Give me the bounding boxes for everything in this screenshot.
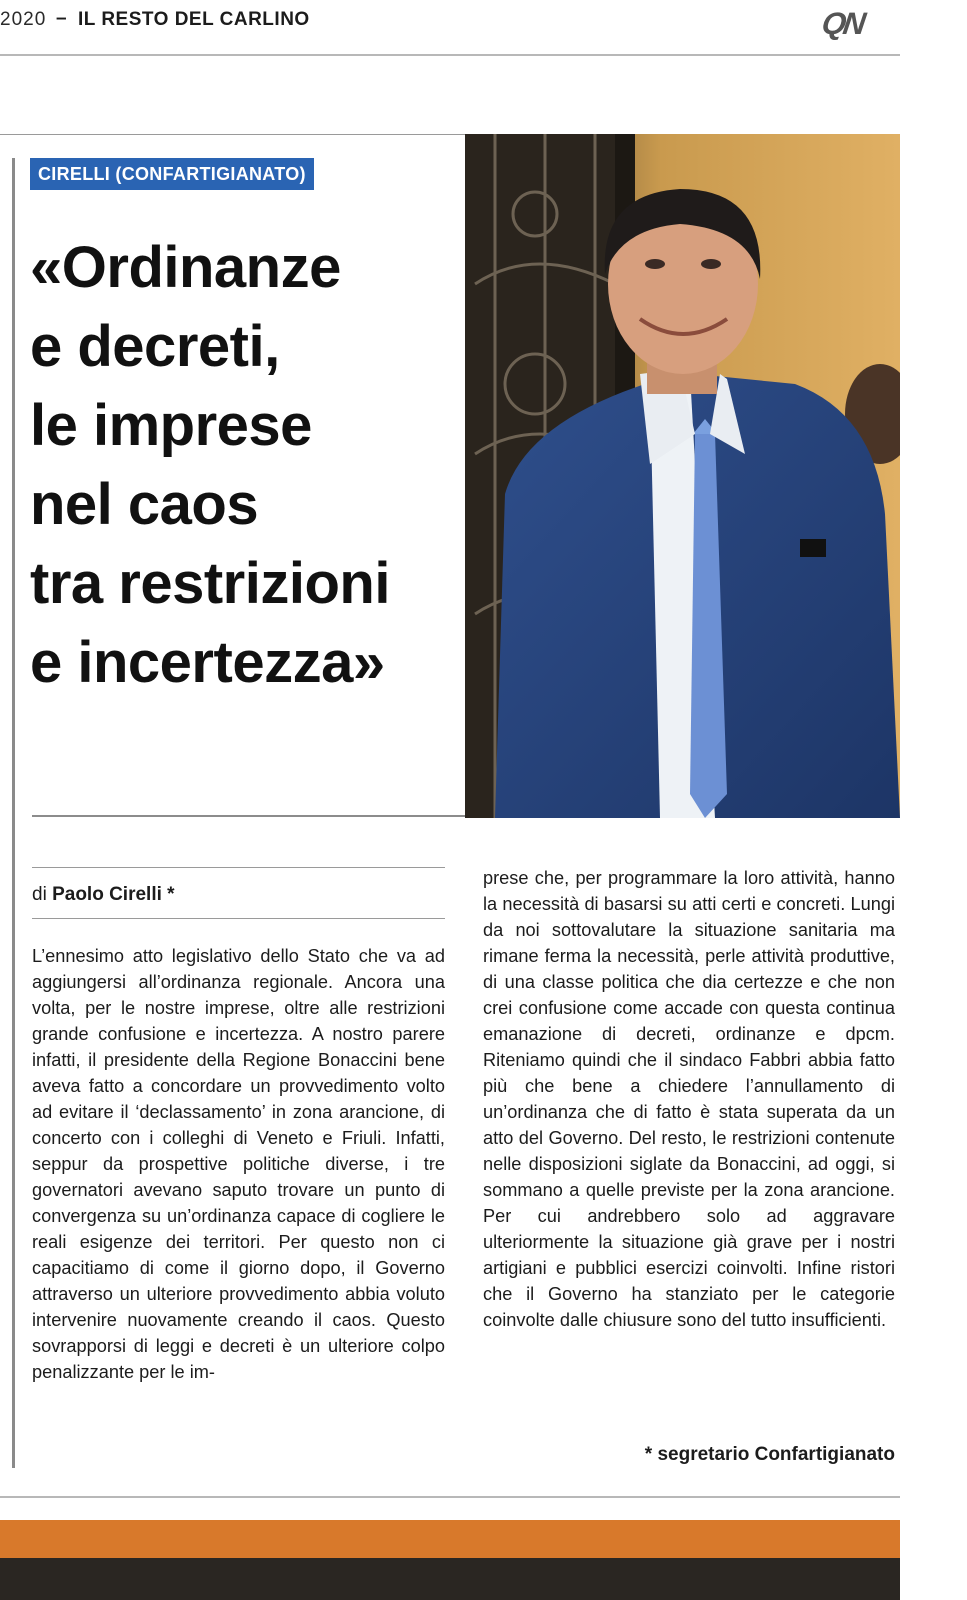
footer-orange-stripe (0, 1520, 900, 1558)
author-photo (465, 134, 900, 818)
issue-date: 2020 (0, 9, 47, 30)
byline-prefix: di (32, 884, 47, 905)
photo-bottom-rule (32, 815, 465, 817)
body-text: L’ennesimo atto legislativo dello Stato che va ad aggiungersi all’ordinanza regionale. Ancora una volta, per le nostre imprese, oltre alle restrizioni grande confusione e incertezza. A nostro parere infatti, il presidente della Regione Bonaccini bene aveva fatto a concordare un provvedimento volto ad evitare il ‘declassamento’ in zona arancione, di concerto con i colleghi di Veneto e Friuli. Infatti, seppur da prospettive politiche diverse, i tre governatori avevano saputo trovare un punto di convergenza su un’ordinanza capace di cogliere le reali esigenze dei territori. Per questo non ci capacitiamo di come il giorno dopo, il Governo attraverso un ulteriore provvedimento abbia voluto intervenire nuovamente creando il caos. Questo sovrapporsi di leggi e decreti è un ulteriore colpo penalizzante per le im- (32, 946, 445, 1382)
headline-line: e decreti, (30, 314, 280, 379)
headline-line: tra restrizioni (30, 551, 390, 616)
header-rule (0, 54, 900, 56)
bottom-rule (0, 1496, 900, 1498)
body-text: prese che, per programmare la loro attività, hanno la necessità di basarsi su atti certi e concreti. Lungi da noi sottovalutare la situazione sanitaria ma rimane ferma la necessità, perle attività produttive, di una classe politica che dia certezze e che non crei confusione come accade con questa continua emanazione di decreti, ordinanze e dpcm. Riteniamo quindi che il sindaco Fabbri abbia fatto più che bene a chiedere l’annullamento di un’ordinanza che di fatto è stata superata da un atto del Governo. Del resto, le restrizioni contenute nelle disposizioni siglate da Bonaccini, ad oggi, si sommano a quelle previste per la zona arancione. Per cui andrebbero solo ad aggravare ulteriormente la situazione già grave per i nostri artigiani e pubblici esercizi coinvolti. Infine ristori che il Governo ha stanziato per le categorie coinvolte dalle chiusure sono del tutto insufficienti. (483, 868, 895, 1330)
author-footnote: * segretario Confartigianato (644, 1444, 895, 1465)
author-name: Paolo Cirelli * (52, 884, 175, 905)
section-rule (0, 134, 465, 135)
page-header (0, 0, 900, 56)
article-column-1 (32, 943, 445, 1385)
footer-advert-strip (0, 1520, 900, 1600)
kicker-label: CIRELLI (CONFARTIGIANATO) (30, 158, 314, 190)
column-margin-bar (12, 158, 15, 1468)
byline (32, 884, 175, 906)
headline-line: e incertezza» (30, 630, 385, 695)
qn-logo: QN (819, 6, 866, 41)
newspaper-name: IL RESTO DEL CARLINO (78, 9, 310, 30)
byline-top-rule (32, 867, 445, 868)
headline-line: «Ordinanze (30, 235, 341, 300)
header-separator: – (56, 8, 67, 29)
headline (30, 228, 460, 702)
byline-bottom-rule (32, 918, 445, 919)
article-column-2 (483, 865, 895, 1333)
headline-line: nel caos (30, 472, 259, 537)
headline-line: le imprese (30, 393, 312, 458)
